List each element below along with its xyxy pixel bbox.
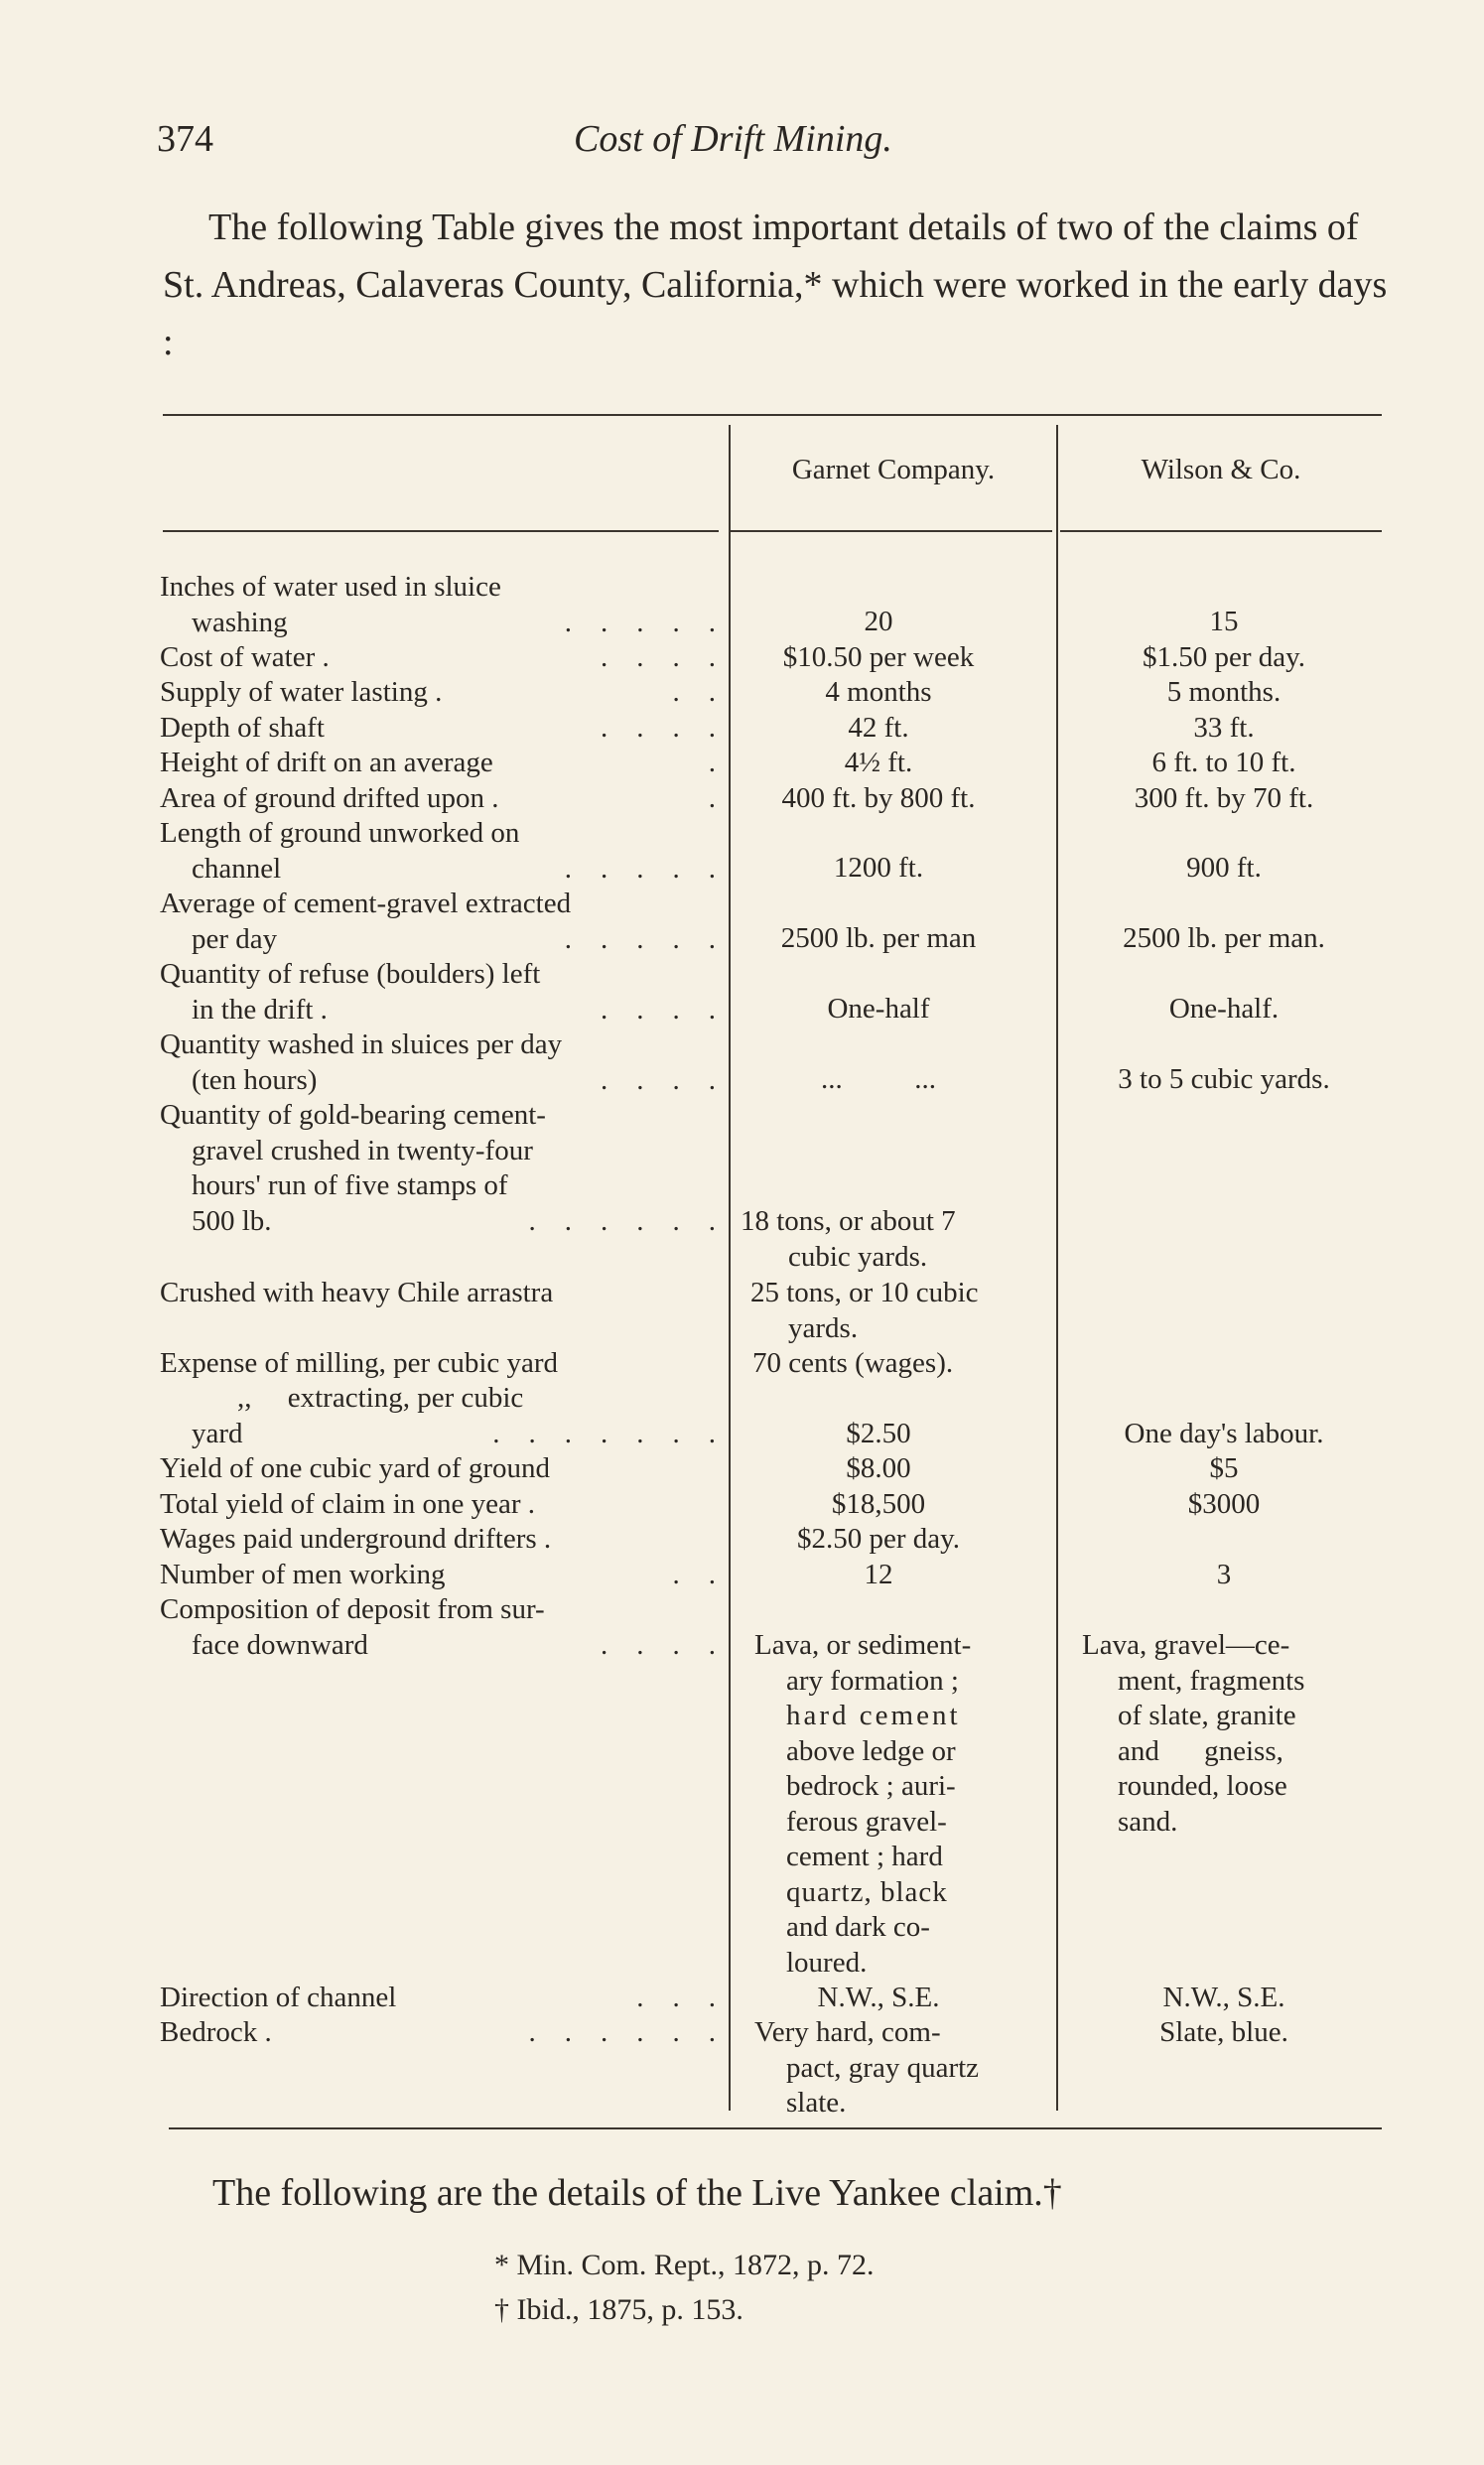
row-label-total-yield <box>160 1487 716 1523</box>
label-line: Depth of shaft <box>160 712 325 744</box>
footnote-2: † Ibid., 1875, p. 153. <box>494 2293 743 2326</box>
label-line: hours' run of five stamps of <box>192 1169 508 1201</box>
garnet-cost-water: $10.50 per week <box>782 641 975 673</box>
label-line: Expense of milling, per cubic yard <box>160 1347 559 1379</box>
label-line: Average of cement-gravel extracted <box>160 888 572 919</box>
value-line: and dark co- <box>786 1911 930 1943</box>
wilson-cost-water: $1.50 per day. <box>1142 641 1306 673</box>
column-divider-2 <box>1056 425 1058 2111</box>
label-line: gravel crushed in twenty-four <box>192 1134 533 1166</box>
leader-dots: . . . . . <box>564 852 716 885</box>
label-line: Bedrock . <box>160 2016 272 2048</box>
wilson-extracting: One day's labour. <box>1124 1418 1324 1449</box>
label-line: Length of ground unworked on <box>160 817 520 849</box>
value-line: slate. <box>786 2087 847 2119</box>
label-line: Quantity of gold-bearing cement- <box>160 1099 546 1131</box>
value-line: ary formation ; <box>786 1664 959 1697</box>
leader-dots: . <box>708 747 716 778</box>
label-line: Crushed with heavy Chile arrastra <box>160 1277 554 1308</box>
closing-sentence: The following are the details of the Live Yankee claim.† <box>212 2172 1062 2214</box>
garnet-direction: N.W., S.E. <box>817 1982 940 2013</box>
table-bottom-rule <box>169 2127 1382 2129</box>
column-header-garnet: Garnet Company. <box>791 454 996 485</box>
intro-text: The following Table gives the most important details of two of the claims of St. Andreas, Calaveras County, California,* which were worked in the early days : <box>163 206 1388 363</box>
label-line: Quantity washed in sluices per day <box>160 1028 563 1060</box>
garnet-total-yield: $18,500 <box>831 1488 926 1520</box>
leader-dots: . . . . . . <box>528 1204 716 1237</box>
table-top-rule <box>163 414 1382 416</box>
garnet-gold-crushed <box>741 1204 1028 1275</box>
label-line: Inches of water used in sluice <box>160 571 501 603</box>
row-label-men-working <box>160 1558 716 1593</box>
leader-dots: . . . . <box>601 1628 716 1661</box>
garnet-length-unworked: 1200 ft. <box>833 852 924 884</box>
wilson-depth-shaft: 33 ft. <box>1193 712 1255 744</box>
label-line: Area of ground drifted upon . <box>160 782 499 814</box>
page-number: 374 <box>157 118 213 160</box>
value-line: Lava, or sediment- <box>754 1629 972 1661</box>
header-bottom-rule-label <box>163 530 719 532</box>
row-label-length-unworked <box>160 816 716 887</box>
wilson-composition <box>1082 1628 1380 1840</box>
value-line: above ledge or <box>786 1734 956 1767</box>
column-divider-1 <box>729 425 731 2111</box>
garnet-men-working: 12 <box>864 1559 893 1590</box>
row-label-water-inches <box>160 570 716 640</box>
wilson-water-inches: 15 <box>1209 606 1239 637</box>
wilson-direction: N.W., S.E. <box>1162 1982 1285 2013</box>
leader-dots: . . . . <box>601 641 716 673</box>
label-line: washing <box>192 606 288 638</box>
row-label-yield-yard <box>160 1451 716 1487</box>
value-line: loured. <box>786 1946 868 1979</box>
leader-dots: . . . . <box>601 712 716 744</box>
value-line: hard cement <box>786 1700 961 1731</box>
label-line: Number of men working <box>160 1559 446 1590</box>
leader-dots: . <box>708 782 716 814</box>
row-label-quantity-washed <box>160 1027 716 1098</box>
label-line: Cost of water . <box>160 641 330 673</box>
leader-dots: . . . <box>636 1982 716 2013</box>
value-line: cubic yards. <box>788 1240 928 1273</box>
value-line: Very hard, com- <box>754 2016 941 2048</box>
leader-dots: . . . . <box>601 993 716 1026</box>
wilson-men-working: 3 <box>1216 1559 1232 1590</box>
garnet-water-inches: 20 <box>864 606 893 637</box>
label-line: Quantity of refuse (boulders) left <box>160 958 541 990</box>
row-label-height-drift <box>160 746 716 781</box>
wilson-bedrock: Slate, blue. <box>1159 2016 1288 2048</box>
row-label-chile-arrastra <box>160 1276 716 1311</box>
value-line: 25 tons, or 10 cubic <box>750 1277 979 1308</box>
row-label-refuse <box>160 957 716 1027</box>
leader-dots: . . <box>672 676 716 708</box>
label-line: Height of drift on an average <box>160 747 493 778</box>
label-line: Composition of deposit from sur- <box>160 1593 545 1625</box>
garnet-extracting: $2.50 <box>846 1418 911 1449</box>
wilson-quantity-washed: 3 to 5 cubic yards. <box>1118 1063 1330 1095</box>
label-line: yard <box>192 1417 243 1449</box>
garnet-bedrock <box>754 2015 1042 2122</box>
label-line: face downward <box>192 1628 368 1661</box>
column-header-wilson: Wilson & Co. <box>1141 454 1301 485</box>
label-line: channel <box>192 852 282 885</box>
garnet-area-ground: 400 ft. by 800 ft. <box>781 782 976 814</box>
label-line: Yield of one cubic yard of ground <box>160 1452 551 1484</box>
garnet-composition <box>754 1628 1042 1981</box>
row-label-bedrock <box>160 2015 716 2051</box>
leader-dots: . . . . . . <box>528 2016 716 2048</box>
value-line: ment, fragments <box>1118 1664 1305 1697</box>
row-label-depth-shaft <box>160 711 716 747</box>
label-line: 500 lb. <box>192 1204 272 1237</box>
garnet-yield-yard: $8.00 <box>846 1452 911 1484</box>
wilson-average-cement: 2500 lb. per man. <box>1123 922 1325 954</box>
page-header <box>157 117 1388 167</box>
garnet-expense-milling: 70 cents (wages). <box>752 1347 954 1379</box>
footnote-1: * Min. Com. Rept., 1872, p. 72. <box>494 2249 875 2281</box>
label-line: Wages paid underground drifters . <box>160 1523 552 1555</box>
value-line: quartz, black <box>786 1875 948 1908</box>
garnet-quantity-washed: ... ... <box>821 1063 936 1095</box>
wilson-area-ground: 300 ft. by 70 ft. <box>1134 782 1314 814</box>
row-label-extracting <box>160 1381 716 1451</box>
value-line: ferous gravel- <box>786 1805 947 1838</box>
row-label-composition <box>160 1592 716 1663</box>
leader-dots: . . . . <box>601 1063 716 1096</box>
row-label-supply-water <box>160 675 716 711</box>
row-label-direction <box>160 1981 716 2016</box>
label-line: in the drift . <box>192 993 328 1026</box>
row-label-average-cement <box>160 887 716 957</box>
intro-paragraph <box>163 199 1394 371</box>
row-label-cost-water <box>160 640 716 676</box>
label-line: ,, extracting, per cubic <box>237 1382 524 1414</box>
garnet-chile-arrastra <box>750 1276 1038 1346</box>
value-line: 18 tons, or about 7 <box>741 1205 956 1237</box>
leader-dots: . . . . . <box>564 922 716 955</box>
wilson-supply-water: 5 months. <box>1166 676 1282 708</box>
value-line: cement ; hard <box>786 1841 943 1872</box>
running-title: Cost of Drift Mining. <box>574 118 892 160</box>
wilson-yield-yard: $5 <box>1209 1452 1239 1484</box>
garnet-refuse: One-half <box>827 993 930 1025</box>
label-line: Direction of channel <box>160 1982 397 2013</box>
row-label-expense-milling <box>160 1346 716 1382</box>
leader-dots: . . <box>672 1559 716 1590</box>
row-label-area-ground <box>160 781 716 817</box>
row-label-wages <box>160 1522 716 1558</box>
garnet-depth-shaft: 42 ft. <box>848 712 909 744</box>
label-line: Supply of water lasting . <box>160 676 443 708</box>
leader-dots: . . . . . . . <box>492 1417 716 1449</box>
wilson-length-unworked: 900 ft. <box>1186 852 1262 884</box>
value-line: of slate, granite <box>1118 1700 1296 1731</box>
wilson-height-drift: 6 ft. to 10 ft. <box>1151 747 1296 778</box>
row-label-gold-crushed <box>160 1098 716 1239</box>
header-bottom-rule-wilson <box>1060 530 1382 532</box>
value-line: pact, gray quartz <box>786 2051 980 2084</box>
label-line: per day <box>192 922 278 955</box>
value-line: sand. <box>1118 1805 1178 1838</box>
garnet-wages: $2.50 per day. <box>796 1523 961 1555</box>
header-bottom-rule-garnet <box>731 530 1052 532</box>
value-line: Lava, gravel—ce- <box>1082 1629 1290 1661</box>
value-line: rounded, loose <box>1118 1770 1287 1802</box>
value-line: yards. <box>788 1311 859 1344</box>
value-line: and gneiss, <box>1118 1734 1283 1767</box>
label-line: (ten hours) <box>192 1063 318 1096</box>
wilson-total-yield: $3000 <box>1187 1488 1261 1520</box>
wilson-refuse: One-half. <box>1168 993 1280 1025</box>
label-line: Total yield of claim in one year . <box>160 1488 536 1520</box>
garnet-height-drift: 4½ ft. <box>844 747 913 778</box>
garnet-supply-water: 4 months <box>825 676 932 708</box>
value-line: bedrock ; auri- <box>786 1770 956 1802</box>
garnet-average-cement: 2500 lb. per man <box>780 922 977 954</box>
leader-dots: . . . . . <box>564 606 716 638</box>
